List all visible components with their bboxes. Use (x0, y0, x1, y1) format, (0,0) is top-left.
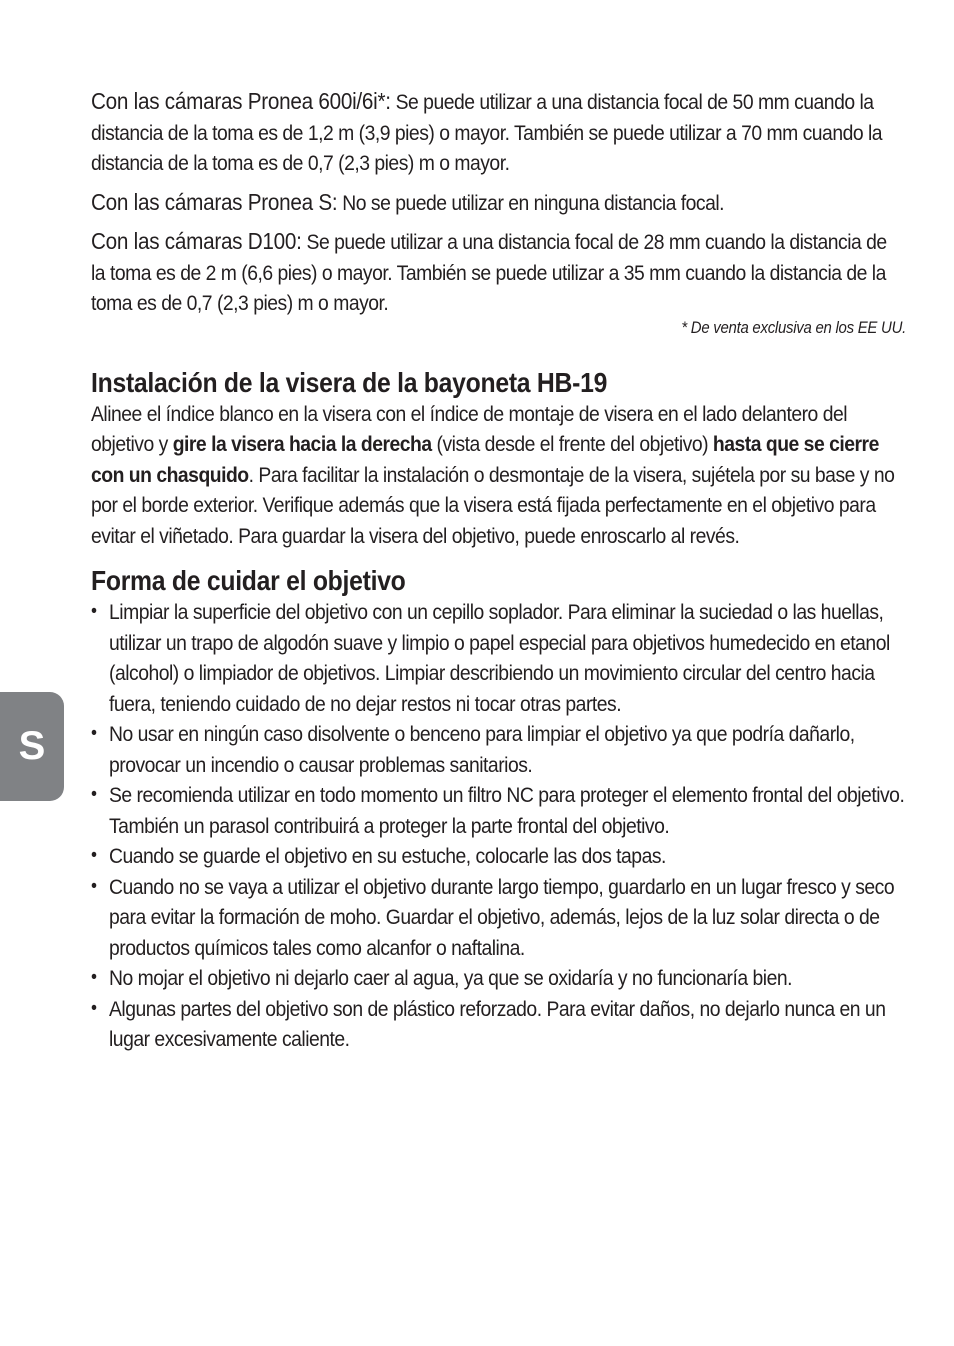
camera-note-pronea-s (91, 187, 906, 219)
list-item (91, 872, 906, 964)
list-item-text: No usar en ningún caso disolvente o benceno para limpiar el objetivo ya que podría dañarlo, provocar un incendio o causar problemas sanitarios. (109, 722, 855, 777)
section-title-care: Forma de cuidar el objetivo (91, 565, 406, 596)
hood-text-emphasis: gire la visera hacia la derecha (172, 432, 432, 456)
list-item (91, 994, 906, 1055)
camera-note-lead: Con las cámaras D100: (91, 228, 302, 254)
camera-note-pronea-600i (91, 86, 906, 179)
hood-text-part: (vista desde el frente del objetivo) (431, 432, 713, 456)
camera-note-text: No se puede utilizar en ninguna distancia focal. (342, 190, 725, 215)
camera-note-text: Se puede utilizar a una distancia focal de 50 mm cuando la distancia de la toma es de 1,2 m (3,9 pies) o mayor. También se puede utilizar a 70 mm cuando la distancia de la toma es de 0,7 (2,3 pies) m o mayor. (91, 90, 883, 175)
bullet-icon: • (91, 601, 97, 622)
bullet-icon: • (91, 875, 97, 897)
camera-note-lead: Con las cámaras Pronea 600i/6i*: (91, 88, 391, 114)
list-item (91, 780, 906, 841)
camera-note-lead: Con las cámaras Pronea S: (91, 188, 338, 215)
section-title-hood: Instalación de la visera de la bayoneta HB-19 (91, 366, 608, 398)
camera-note-text: Se puede utilizar a una distancia focal de 28 mm cuando la distancia de la toma es de 2 m (6,6 pies) o mayor. También se puede utilizar a 35 mm cuando la distancia de la toma es de 0,7 (2,3 pies) m o mayor. (91, 230, 887, 315)
care-list (91, 597, 906, 1055)
list-item-text: Limpiar la superficie del objetivo con un cepillo soplador. Para eliminar la suciedad o las huellas, utilizar un trapo de algodón suave y limpio o papel especial para objetivos humedecido en etanol (alcohol) o limpiador de objetivos. Limpiar describiendo un movimiento circular del centro hacia fuera, teniendo cuidado de no dejar restos ni tocar otras partes. (109, 600, 890, 716)
hood-instructions (91, 399, 906, 552)
list-item-text: Algunas partes del objetivo son de plástico reforzado. Para evitar daños, no dejarlo nunca en un lugar excesivamente caliente. (109, 996, 886, 1051)
footnote: * De venta exclusiva en los EE UU. (681, 317, 906, 337)
list-item-text: Cuando no se vaya a utilizar el objetivo durante largo tiempo, guardarlo en un lugar fresco y seco para evitar la formación de moho. Guardar el objetivo, además, lejos de la luz solar directa o de productos químicos tales como alcanfor o naftalina. (109, 874, 895, 960)
language-tab (0, 692, 64, 801)
camera-note-d100 (91, 226, 906, 319)
language-tab-label: S (18, 724, 46, 768)
hood-text-part: Alinee el índice blanco en la visera con el índice de montaje de visera en el lado delantero del objetivo y (91, 401, 848, 456)
list-item (91, 841, 906, 872)
bullet-icon: • (91, 723, 97, 744)
hood-text-part: . Para facilitar la instalación o desmontaje de la visera, sujétela por su base y no por el borde exterior. Verifique además que la visera está fijada perfectamente en el objetivo para evitar el viñetado. Para guardar la visera del objetivo, puede enroscarlo al revés. (91, 462, 895, 548)
bullet-icon: • (91, 784, 97, 805)
list-item (91, 963, 906, 994)
list-item (91, 719, 906, 780)
list-item-text: No mojar el objetivo ni dejarlo caer al agua, ya que se oxidaría y no funcionaría bien. (109, 966, 793, 990)
list-item-text: Cuando se guarde el objetivo en su estuche, colocarle las dos tapas. (109, 844, 666, 868)
list-item-text: Se recomienda utilizar en todo momento un filtro NC para proteger el elemento frontal del objetivo. También un parasol contribuirá a proteger la parte frontal del objetivo. (109, 783, 905, 838)
page-content (91, 86, 906, 1055)
bullet-icon: • (91, 997, 97, 1019)
hood-text-emphasis: hasta que se cierre con un chasquido (91, 432, 879, 487)
bullet-icon: • (91, 967, 97, 988)
list-item (91, 597, 906, 719)
bullet-icon: • (91, 845, 97, 866)
